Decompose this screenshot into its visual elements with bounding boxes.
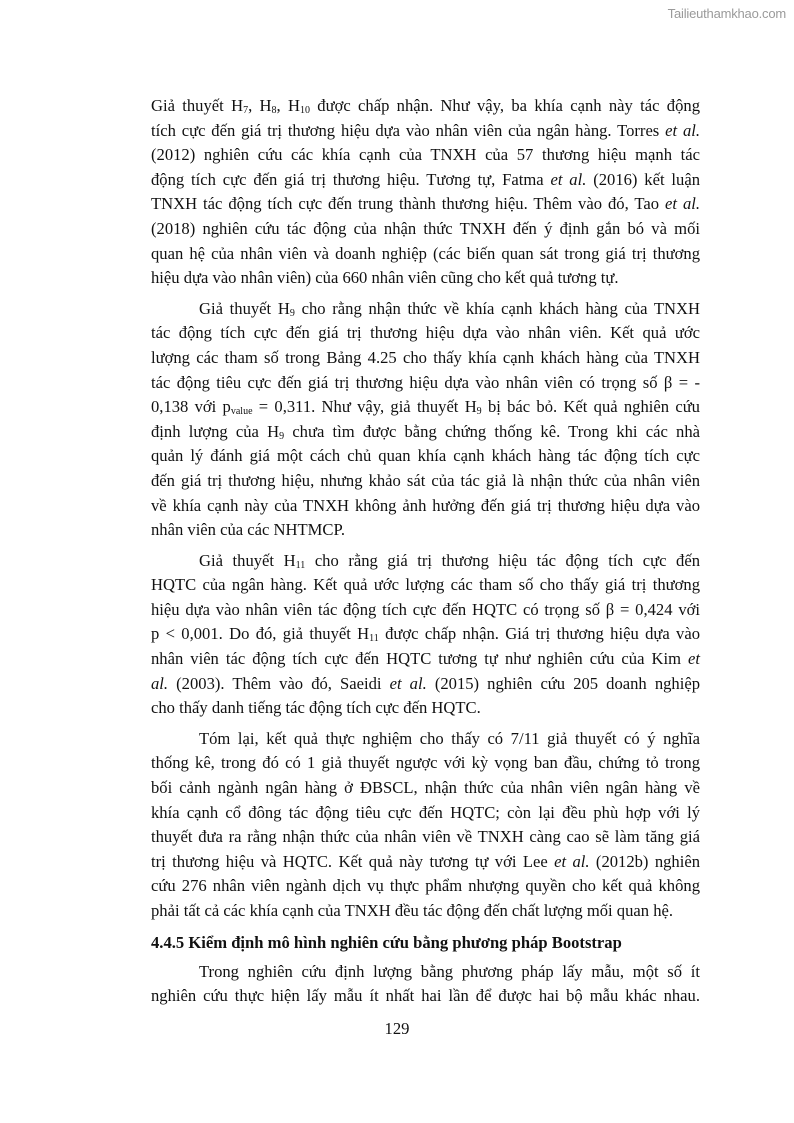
- italic-text: et al.: [389, 673, 427, 693]
- italic-text: et al.: [554, 851, 590, 871]
- text-line: động tích cực đến giá trị thương hiệu. Tương tự, Fatma et al. (2016) kết luận: [151, 169, 700, 189]
- text-line: Giả thuyết $H_7$, $H_8$, $H_{10}$ được chấp nhận. Như vậy, ba khía cạnh này tác động: [151, 96, 700, 116]
- text-line: tác động tiêu cực đến giá trị thương hiệu dựa vào nhân viên có trọng số β = -: [151, 372, 700, 392]
- text-line: tác động tích cực đến giá trị thương hiệu dựa vào nhân viên. Kết quả ước: [151, 323, 700, 343]
- subscript: 9: [476, 406, 482, 418]
- text-line: al. (2003). Thêm vào đó, Saeidi et al. (2015) nghiên cứu 205 doanh nghiệp: [151, 673, 700, 693]
- paragraph-summary: [151, 727, 700, 924]
- subscript: 10: [299, 105, 310, 116]
- text-line: quan hệ của nhân viên và doanh nghiệp (các biến quan sát trong giá trị thương: [151, 243, 700, 263]
- text-line: khía cạnh cổ đông tác động tiêu cực đến HQTC; còn lại đều phù hợp với lý: [151, 802, 700, 822]
- italic-text: et: [688, 649, 700, 669]
- text-line: bối cảnh ngành ngân hàng ở ĐBSCL, nhận thức của nhân viên ngân hàng về: [151, 778, 700, 798]
- text-line: lượng các tham số trong Bảng 4.25 cho thấy khía cạnh khách hàng của TNXH: [151, 347, 700, 367]
- text-line: Giả thuyết $H_{11}$ cho rằng giá trị thương hiệu tác động tích cực đến: [199, 550, 701, 571]
- subscript: 11: [295, 559, 306, 571]
- section-heading: 4.4.5 Kiểm định mô hình nghiên cứu bằng phương pháp Bootstrap: [151, 932, 622, 952]
- text-line: trị thương hiệu và HQTC. Kết quả này tương tự với Lee et al. (2012b) nghiên: [151, 851, 701, 871]
- subscript: 7: [243, 105, 249, 116]
- text-line: (2012) nghiên cứu các khía cạnh của TNXH của 57 thương hiệu mạnh tác: [151, 145, 700, 165]
- text-line: 0,138 với $p_{value} = 0,311$. Như vậy, giả thuyết $H_9$ bị bác bỏ. Kết quả nghiên cứu: [151, 397, 700, 418]
- text-line: thống kê, trong đó có 1 giả thuyết ngược với kỳ vọng ban đầu, chứng tỏ trong: [151, 753, 700, 773]
- text-line: p < 0,001. Do đó, giả thuyết $H_{11}$ được chấp nhận. Giá trị thương hiệu dựa vào: [151, 624, 701, 645]
- text-line: phải tất cả các khía cạnh của TNXH đều tác động đến chất lượng mối quan hệ.: [151, 901, 673, 920]
- paragraph-hypothesis-h9: [151, 297, 700, 543]
- text-line: đến giá trị thương hiệu, nhưng khảo sát của tác giả là nhận thức của nhân viên: [151, 470, 700, 490]
- document-body: [151, 94, 700, 1015]
- text-line: hiệu dựa vào nhân viên tác động tích cực đến HQTC có trọng số β = 0,424 với: [151, 599, 700, 619]
- paragraph-bootstrap-intro: [151, 960, 700, 1009]
- text-line: thuyết đưa ra rằng nhận thức của nhân viên về TNXH càng cao sẽ làm tăng giá: [151, 827, 700, 847]
- text-line: Tóm lại, kết quả thực nghiệm cho thấy có 7/11 giả thuyết có ý nghĩa: [199, 728, 700, 748]
- italic-text: al.: [151, 673, 169, 693]
- paragraph-hypothesis-h11: [151, 549, 700, 721]
- text-line: cho thấy danh tiếng tác động tích cực đến HQTC.: [151, 698, 481, 718]
- page-number: 129: [384, 1019, 410, 1038]
- text-line: Trong nghiên cứu định lượng bằng phương pháp lấy mẫu, một số ít: [199, 961, 700, 981]
- text-line: tích cực đến giá trị thương hiệu dựa vào nhân viên của ngân hàng. Torres et al.: [151, 120, 701, 140]
- italic-text: et al.: [665, 194, 700, 214]
- text-line: về khía cạnh này của TNXH không ảnh hưởng đến giá trị thương hiệu dựa vào: [151, 495, 700, 515]
- italic-text: et al.: [550, 169, 587, 189]
- subscript: 11: [369, 633, 379, 645]
- text-line: nghiên cứu thực hiện lấy mẫu ít nhất hai lần để được hai bộ mẫu khác nhau.: [151, 986, 700, 1006]
- paragraph-accepted-hypotheses: [151, 94, 700, 291]
- subscript: 9: [289, 307, 295, 319]
- text-line: định lượng của $H_9$ chưa tìm được bằng chứng thống kê. Trong khi các nhà: [151, 421, 700, 442]
- watermark: Tailieuthamkhao.com: [667, 6, 786, 21]
- italic-text: et al.: [665, 120, 701, 140]
- text-line: TNXH tác động tích cực đến trung thành thương hiệu. Thêm vào đó, Tao et al.: [151, 194, 700, 214]
- text-line: quản lý đánh giá một cách chủ quan khía cạnh khách hàng tác động tích cực: [151, 446, 700, 466]
- subscript: 8: [271, 105, 277, 116]
- text-line: nhân viên tác động tích cực đến HQTC tương tự như nghiên cứu của Kim et: [151, 649, 700, 669]
- subscript: value: [230, 406, 253, 418]
- text-line: cứu 276 nhân viên ngành dịch vụ thực phẩm nhượng quyền cho kết quả không: [151, 876, 700, 896]
- subscript: 9: [279, 430, 285, 442]
- text-line: hiệu dựa vào nhân viên) của 660 nhân viên cũng cho kết quả tương tự.: [151, 268, 619, 288]
- text-line: (2018) nghiên cứu tác động của nhận thức TNXH đến ý định gắn bó và mối: [151, 218, 700, 238]
- text-line: nhân viên của các NHTMCP.: [151, 520, 346, 540]
- text-line: HQTC của ngân hàng. Kết quả ước lượng các tham số cho thấy giá trị thương: [151, 575, 700, 595]
- text-line: Giả thuyết $H_9$ cho rằng nhận thức về khía cạnh khách hàng của TNXH: [199, 298, 701, 319]
